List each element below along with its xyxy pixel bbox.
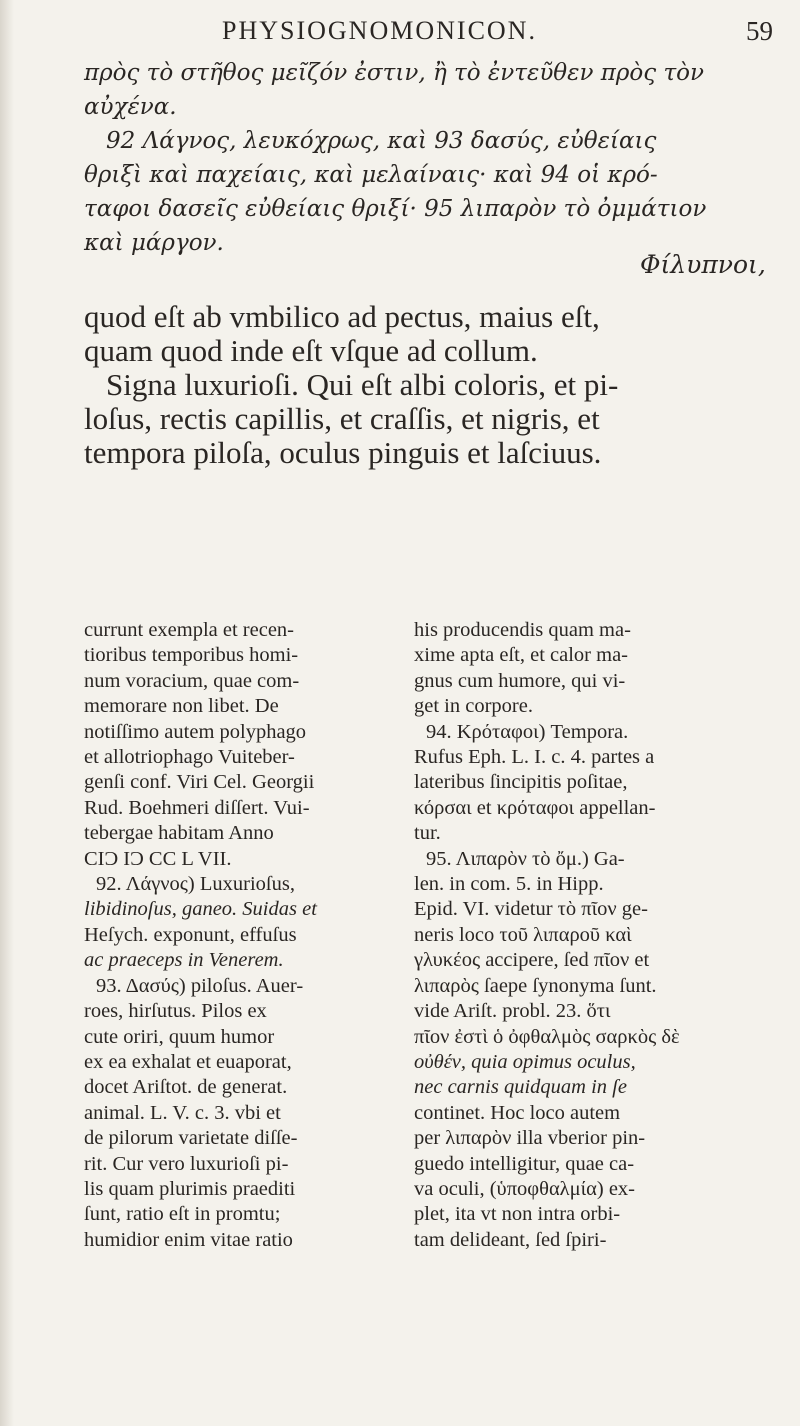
commentary-line: ſunt, ratio eſt in promtu; [84,1203,281,1226]
commentary-line: vide Ariſt. probl. 23. ὅτι [414,1000,611,1023]
commentary-line: οὐθέν, quia opimus oculus, [414,1050,636,1073]
commentary-line: 92. Λάγνος) Luxurioſus, [96,873,295,896]
greek-catchword: Φίλυπνοι, [640,250,766,279]
commentary-line: his producendis quam ma- [414,619,631,641]
commentary-line: γλυκέος accipere, ſed πῖον et [414,949,650,972]
commentary-line: ac praeceps in Venerem. [84,949,284,972]
latin-line: tempora piloſa, oculus pinguis et laſciuus. [84,435,602,470]
commentary-line: cute oriri, quum humor [84,1025,275,1048]
commentary-line: humidior enim vitae ratio [84,1228,293,1251]
latin-line: quod eſt ab vmbilico ad pectus, maius eſt, [84,299,600,334]
page-gutter [0,0,14,1426]
commentary-line: ex ea exhalat et euaporat, [84,1050,292,1073]
commentary-line: memorare non libet. De [84,695,279,718]
latin-line: loſus, rectis capillis, et craſſis, et nigris, et [84,401,600,436]
commentary-line: tur. [414,822,441,845]
commentary-line: 94. Κρόταφοι) Tempora. [426,720,629,743]
latin-translation-block [84,300,784,470]
commentary-line: Rufus Eph. L. I. c. 4. partes a [414,746,655,769]
commentary-line: λιπαρὸς ſaepe ſynonyma ſunt. [414,974,657,997]
commentary-line: libidinoſus, ganeo. Suidas et [84,898,317,921]
commentary-line: neris loco τοῦ λιπαροῦ καὶ [414,923,632,946]
commentary-line: notiſſimo autem polyphago [84,720,307,743]
commentary-line: per λιπαρὸν illa vberior pin- [414,1127,646,1150]
commentary-line: docet Ariſtot. de generat. [84,1076,288,1099]
commentary-line: continet. Hoc loco autem [414,1101,621,1124]
greek-line: αὐχένα. [84,94,177,120]
commentary-line: currunt exempla et recen- [84,619,295,641]
commentary-line: animal. L. V. c. 3. vbi et [84,1101,281,1124]
greek-line: πρὸς τὸ στῆθος μεῖζόν ἐστιν, ἢ τὸ ἐντεῦθεν πρὸς τὸν [84,60,705,86]
commentary-line: num voracium, quae com- [84,669,300,692]
commentary-line: xime apta eſt, et calor ma- [414,644,629,667]
commentary-line: len. in com. 5. in Hipp. [414,873,604,896]
latin-line: quam quod inde eſt vſque ad collum. [84,333,538,368]
commentary-line: guedo intelligitur, quae ca- [414,1152,635,1175]
greek-line: 92 Λάγνος, λευκόχρως, καὶ 93 δασύς, εὐθείαις [106,128,657,154]
commentary-line: tam delideant, ſed ſpiri- [414,1228,607,1251]
greek-line: καὶ μάργον. [84,230,224,256]
greek-text-block [84,56,764,260]
commentary-line: Rud. Boehmeri diſſert. Vui- [84,796,310,819]
commentary-line: Epid. VI. videtur τὸ πῖον ge- [414,898,648,921]
running-head: PHYSIOGNOMONICON. [222,16,537,45]
commentary-line: κόρσαι et κρόταφοι appellan- [414,796,656,819]
commentary-line: genſi conf. Viri Cel. Georgii [84,771,315,794]
commentary-line: rit. Cur vero luxurioſi pi- [84,1152,289,1175]
commentary-line: πῖον ἐστὶ ὁ ὀφθαλμὸς σαρκὸς δὲ [414,1025,680,1048]
commentary-line: Heſych. exponunt, effuſus [84,923,297,946]
commentary-line: tioribus temporibus homi- [84,644,299,667]
commentary-line: lateribus ſincipitis poſitae, [414,771,628,794]
commentary-line: CIƆ IƆ CC L VII. [84,847,232,870]
commentary-line: va oculi, (ὑποφθαλμία) ex- [414,1177,635,1200]
greek-line: θριξὶ καὶ παχείαις, καὶ μελαίναις· καὶ 94 οἱ κρό- [84,162,658,188]
commentary-line: roes, hirſutus. Pilos ex [84,1000,267,1023]
commentary-line: lis quam plurimis praediti [84,1177,296,1200]
commentary-line: plet, ita vt non intra orbi- [414,1203,621,1226]
commentary-right-column [414,618,754,1253]
commentary-line: nec carnis quidquam in ſe [414,1076,627,1099]
commentary-line: 93. Δασύς) piloſus. Auer- [96,974,304,997]
commentary-line: gnus cum humore, qui vi- [414,669,626,692]
commentary-line: tebergae habitam Anno [84,822,274,845]
commentary-line: et allotriophago Vuiteber- [84,746,295,769]
latin-line: Signa luxurioſi. Qui eſt albi coloris, et pi- [106,367,619,402]
commentary-line: 95. Λιπαρὸν τὸ ὄμ.) Ga- [426,847,625,870]
page-number: 59 [746,16,773,46]
commentary-line: get in corpore. [414,695,533,718]
greek-line: ταφοι δασεῖς εὐθείαις θριξί· 95 λιπαρὸν τὸ ὀμμάτιον [84,196,707,222]
commentary-line: de pilorum varietate diſſe- [84,1127,298,1150]
commentary-left-column [84,618,404,1253]
page-header [0,14,800,54]
